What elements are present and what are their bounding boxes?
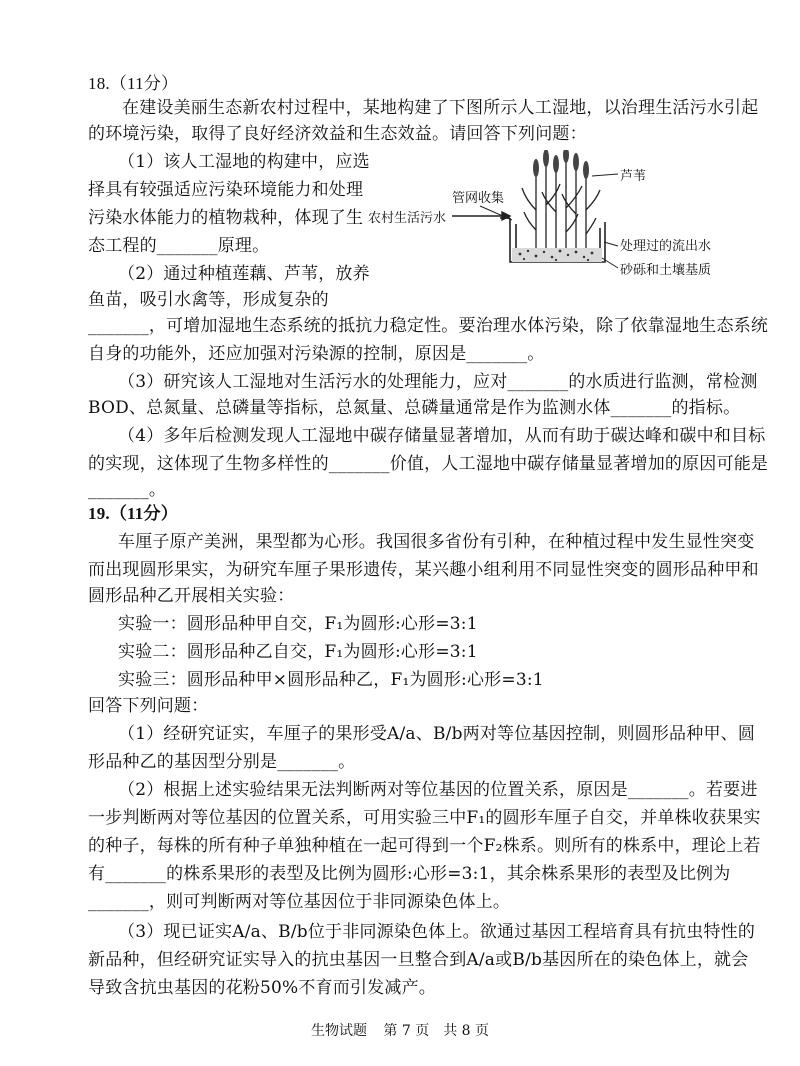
- q18-line-6: 态工程的_______原理。: [88, 236, 270, 256]
- experiment-1: 实验一：圆形品种甲自交，F₁为圆形:心形=3:1: [118, 614, 478, 634]
- page-footer: [0, 1020, 800, 1040]
- q18-line-10: 自身的功能外，还应加强对污染源的控制，原因是_______。: [88, 344, 545, 364]
- q19-line-2: 而出现圆形果实，为研究车厘子果形遗传，某兴趣小组利用不同显性突变的圆形品种甲和: [88, 560, 759, 580]
- q18-line-9: _______，可增加湿地生态系统的抵抗力稳定性。要治理水体污染，除了依靠湿地生态系统: [88, 316, 769, 336]
- q18-line-4: 择具有较强适应污染环境能力和处理: [88, 180, 364, 200]
- inflow-arrow: [452, 212, 510, 220]
- q18-line-11: （3）研究该人工湿地对生活污水的处理能力，应对_______的水质进行监测，常检测: [118, 372, 758, 392]
- reed-plumes: [533, 150, 589, 179]
- q19-line-11: 一步判断两对等位基因的位置关系，可用实验三中F₁的圆形车厘子自交，并单株收获果实: [88, 808, 761, 828]
- wetland-diagram: [360, 150, 720, 285]
- gravel-soil-substrate: [512, 248, 602, 262]
- q18-line-8: 鱼苗，吸引水禽等，形成复杂的: [88, 290, 329, 310]
- q18-line-12: BOD、总氮量、总磷量等指标，总氮量、总磷量通常是作为监测水体_______的指标。: [88, 398, 741, 418]
- q19-line-3: 圆形品种乙开展相关实验：: [88, 586, 295, 606]
- q19-line-14: _______，则可判断两对等位基因位于非同源染色体上。: [88, 892, 511, 912]
- q19-line-12: 的种子，每株的所有种子单独种植在一起可得到一个F₂株系。则所有的株系中，理论上若: [88, 836, 761, 856]
- q19-line-9: 形品种乙的基因型分别是_______。: [88, 752, 356, 772]
- q18-line-5: 污染水体能力的植物栽种，体现了生: [88, 208, 364, 228]
- q19-header: 19.（11分）: [88, 504, 178, 523]
- footer-page-info: 第 7 页 共 8 页: [383, 1023, 490, 1039]
- substrate-label: 砂砾和土壤基质: [620, 263, 712, 278]
- experiment-3: 实验三：圆形品种甲×圆形品种乙，F₁为圆形:心形=3:1: [118, 670, 544, 690]
- experiment-2: 实验二：圆形品种乙自交，F₁为圆形:心形=3:1: [118, 642, 478, 662]
- q19-line-7: 回答下列问题：: [88, 696, 209, 716]
- q18-line-3: （1）该人工湿地的构建中，应选: [118, 152, 370, 172]
- q19-line-1: 车厘子原产美洲，果型都为心形。我国很多省份有引种，在种植过程中发生显性突变: [118, 532, 755, 552]
- q18-line-15: _______。: [88, 480, 167, 500]
- outflow-label: 处理过的流出水: [620, 239, 712, 254]
- q18-line-1: 在建设美丽生态新农村过程中，某地构建了下图所示人工湿地，以治理生活污水引起: [122, 98, 759, 118]
- q19-line-16: 新品种，但经研究证实导入的抗虫基因一旦整合到A/a或B/b基因所在的染色体上，就会: [88, 950, 749, 970]
- q18-line-2: 的环境污染，取得了良好经济效益和生态效益。请回答下列问题：: [88, 124, 587, 144]
- q19-line-13: 有_______的株系果形的表型及比例为圆形:心形=3:1，其余株系果形的表型及比例为: [88, 864, 731, 884]
- sewage-label: 农村生活污水: [368, 211, 447, 226]
- footer-subject: 生物试题: [310, 1023, 367, 1039]
- q18-header: 18.（11分）: [88, 74, 179, 93]
- q19-line-10: （2）根据上述实验结果无法判断两对等位基因的位置关系，原因是_______。若要进: [118, 780, 758, 800]
- q18-line-13: （4）多年后检测发现人工湿地中碳存储量显著增加，从而有助于碳达峰和碳中和目标: [118, 426, 766, 446]
- q19-line-8: （1）经研究证实，车厘子的果形受A/a、B/b两对等位基因控制，则圆形品种甲、圆: [118, 724, 756, 744]
- q18-line-14: 的实现，这体现了生物多样性的_______价值，人工湿地中碳存储量显著增加的原因可能是: [88, 454, 769, 474]
- reed-label: 芦苇: [620, 169, 647, 184]
- q19-line-15: （3）现已证实A/a、B/b位于非同源染色体上。欲通过基因工程培育具有抗虫特性的: [118, 922, 756, 942]
- pipe-collection-label: 管网收集: [452, 191, 505, 206]
- q19-line-17: 导致含抗虫基因的花粉50%不育而引发减产。: [88, 978, 436, 998]
- q18-line-7: （2）通过种植莲藕、芦苇，放养: [118, 264, 370, 284]
